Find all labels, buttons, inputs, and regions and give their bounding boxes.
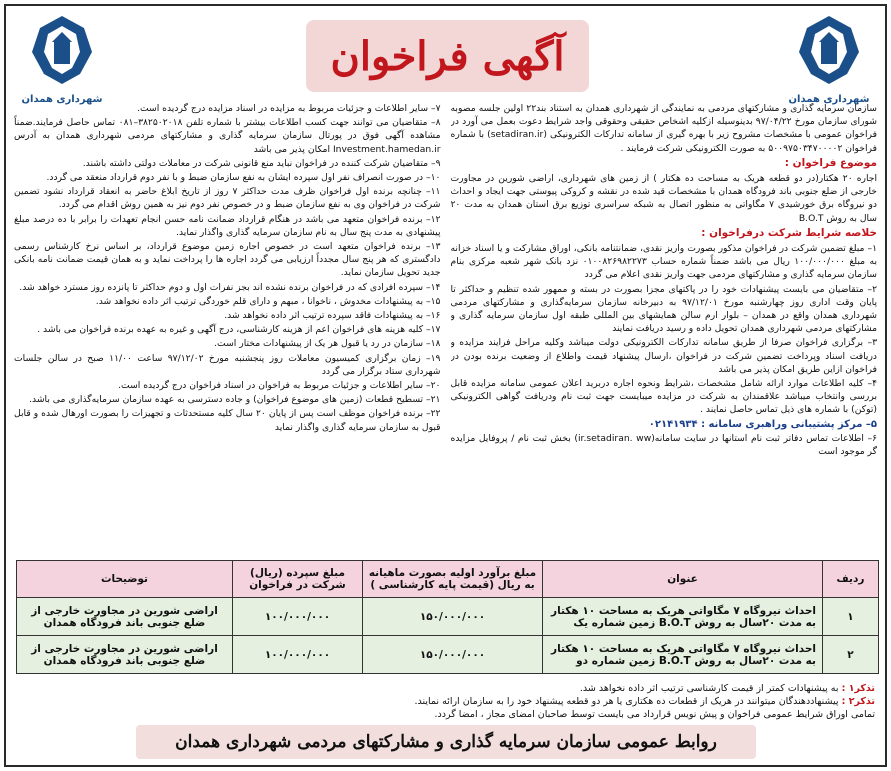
note-label: تذکر۱ : (841, 683, 875, 694)
title-banner (306, 20, 589, 92)
note-2 (16, 695, 875, 708)
condition-item: ۱۵– به پیشنهادات مخدوش ، ناخوانا ، مبهم و دارای قلم خوردگی ترتیب اثر داده نخواهد شد. (95, 295, 441, 307)
condition-item: ۱۲– برنده فراخوان متعهد می باشد در هنگام قرارداد ضمانت نامه حسن انجام تعهدات را برابر با ده درصد مبلغ پیشنهادی به مدت پنج سال به نام سازمان سرمایه گذاری واگذار نماید. (14, 213, 441, 238)
condition-item: ۱۴– سپرده افرادی که در فراخوان برنده نشده اند بجز نفرات اول و دوم حداکثر تا پانزده روز مسترد خواهد شد. (19, 281, 441, 293)
header-description: توضیحات (17, 561, 233, 598)
table-header-row (17, 561, 879, 598)
condition-item: ۲– متقاضیان می بایست پیشنهادات خود را در پاکتهای مجزا بصورت در بسته و ممهور شده تنظیم و حداکثر تا پایان وقت اداری روز چهارشنبه مورخ ۹۷/۱۲/۰۱ به دبیرخانه سازمان سرمایه‌گذاری و مشارکتهای مردمی شهرداری همدان واقع در همدان – بلوار ارم سالن همایشهای بین المللی طبقه اول سازمان سرمایه گذاری و مشارکتهای مردمی شهرداری همدان تحویل داده و رسید دریافت نمایند (450, 283, 877, 335)
header-price: مبلغ برآورد اولیه بصورت ماهیانه به ریال (قیمت پایه کارشناسی ) (363, 561, 543, 598)
header-title: عنوان (543, 561, 823, 598)
cell-title: احداث نیروگاه ۷ مگاواتی هریک به مساحت ۱۰ هکتار به مدت ۲۰سال به روش B.O.T زمین شماره یک (543, 598, 823, 636)
subject-paragraph: اجاره ۲۰ هکتار(در دو قطعه هریک به مساحت ده هکتار ) از زمین های شهرداری، اراضی شورین در مجاورت خارجی از ضلع جنوبی باند فرودگاه همدان با مشخصات قید شده در نقشه و کروکی پیوستی جهت ایجاد و احداث دو نیروگاه برق خورشیدی ۷ مگاواتی به منظور اتصال به شبکه سراسری توزیع برق استان همدان به مدت ۲۰ سال به روش B.O.T (450, 173, 877, 224)
cell-price: ۱۵۰/۰۰۰/۰۰۰ (363, 598, 543, 636)
cell-row-number: ۲ (823, 636, 879, 674)
condition-item: ۱۷– کلیه هزینه های فراخوان اعم از هزینه کارشناسی، درج آگهی و غیره به عهده برنده فراخوان می باشد . (37, 324, 441, 336)
condition-item: ۲۱– تسطیح قطعات (زمین های موضوع فراخوان) و جاده دسترسی به عهده سازمان سرمایه‌گذاری می باشد. (29, 394, 441, 406)
table-row (17, 636, 879, 674)
table-row (17, 598, 879, 636)
condition-item: ۸– متقاضیان می توانند جهت کسب اطلاعات بیشتر با شماره تلفن ۳۸۲۵۰۲۰۱۸–۰۸۱ تماس حاصل فرمایند.ضمناً مشاهده آگهی فوق در پورتال سازمان سرمایه گذاری و مشارکتهای مردمی شهرداری همدان به آدرس Investment.hamedan.ir امکان پذیر می باشد (14, 117, 441, 155)
header-deposit: مبلغ سپرده (ریال) شرکت در فراخوان (233, 561, 363, 598)
cell-title: احداث نیروگاه ۷ مگاواتی هریک به مساحت ۱۰ هکتار به مدت ۲۰سال به روش B.O.T زمین شماره دو (543, 636, 823, 674)
condition-item: ۷– سایر اطلاعات و جزئیات مربوط به مزایده در اسناد مزایده درج گردیده است. (137, 103, 441, 114)
conditions-heading: خلاصه شرایط شرکت درفراخوان : (701, 226, 877, 239)
condition-item: ۱۱– چنانچه برنده اول فراخوان ظرف مدت حداکثر ۷ روز از تاریخ ابلاغ حاضر به انعقاد قرارداد نشود تضمین شرکت در فراخوان وی به نفع سازمان ضبط و در خصوص نفر دوم نیز به همین روش اقدام می گردد. (14, 186, 441, 211)
header (6, 6, 885, 116)
cell-description: اراضی شورین در مجاورت خارجی از ضلع جنوبی باند فرودگاه همدان (17, 598, 233, 636)
note-label: تذکر۲ : (841, 696, 875, 707)
condition-item: ۱۰– در صورت انصراف نفر اول سپرده ایشان به نفع سازمان ضبط و با نفر دوم قرارداد منعقد می گردد. (46, 172, 441, 184)
condition-item: ۴– کلیه اطلاعات موارد ارائه شامل مشخصات ،شرایط ونحوه اجاره دربرید اعلان عمومی سامانه مزایده قابل بررسی وانتخاب میباشد علاقمندان به شرکت در مزایده میبایست جهت ثبت نام ودریافت گواهی الکترونیکی (توکن) با شماره های ذیل تماس حاصل نمایند . (450, 378, 877, 416)
logo-right (779, 12, 879, 112)
tender-table (16, 560, 879, 674)
note-3: تمامی اوراق شرایط عمومی فراخوان و پیش نویس قرارداد می بایست توسط صاحبان امضای مجاز ، امضا گردد. (434, 709, 875, 720)
condition-item: ۲۲– برنده فراخوان موظف است پس از پایان ۲۰ سال کلیه مستحدثات و تجهیزات را بصورت اورهال شده و قابل قبول به سازمان سرمایه گذاری واگذار نماید (14, 408, 441, 433)
condition-item: ۱۹– زمان برگزاری کمیسیون معاملات روز پنجشنبه مورخ ۹۷/۱۲/۰۲ ساعت ۱۱/۰۰ صبح در سالن جلسات شهرداری ستاد برگزار می گردد (14, 352, 441, 377)
condition-item: ۱۳– برنده فراخوان متعهد است در خصوص اجاره زمین موضوع قرارداد، بر اساس نرخ کارشناس رسمی دادگستری که هر پنج سال مجدداً ارزیابی می گردد اجاره ها را پرداخت نماید و به همان قیمت ضمانت نامه بانکی جدید تحویل سازمان نماید. (14, 241, 441, 279)
cell-row-number: ۱ (823, 598, 879, 636)
condition-item: ۱– مبلغ تضمین شرکت در فراخوان مذکور بصورت واریز نقدی، ضمانتنامه بانکی، اوراق مشارکت و یا اسناد خزانه به مبلغ ۱۰۰/۰۰۰/۰۰۰ ریال می باشد ضمناً شماره حساب ۰۱۰۰۸۲۶۹۸۲۲۷۳ نزد بانک شهر شعبه مرکزی بنام سازمان سرمایه گذاری و مشارکتهای مردمی جهت واریز نقدی اعلام می گردد (450, 243, 877, 281)
logo-caption: شهرداری همدان (788, 94, 870, 105)
cell-price: ۱۵۰/۰۰۰/۰۰۰ (363, 636, 543, 674)
condition-item: ۹– متقاضیان شرکت کننده در فراخوان نباید منع قانونی شرکت در معاملات دولتی داشته باشند. (82, 157, 441, 169)
municipality-logo-icon (22, 12, 102, 88)
left-column (14, 102, 441, 552)
body-columns (14, 102, 877, 552)
cell-deposit: ۱۰۰/۰۰۰/۰۰۰ (233, 636, 363, 674)
condition-item: ۲۰– سایر اطلاعات و جزئیات مربوط به فراخوان در اسناد فراخوان درج گردیده است. (118, 380, 441, 392)
notes (16, 682, 875, 721)
logo-caption: شهرداری همدان (21, 94, 103, 105)
condition-item: ۶– اطلاعات تماس دفاتر ثبت نام استانها در سایت سامانه(ir.setadiran. ww) بخش ثبت نام / پروفایل مزایده گر موجود است (450, 432, 877, 458)
header-row-number: ردیف (823, 561, 879, 598)
cell-description: اراضی شورین در مجاورت خارجی از ضلع جنوبی باند فرودگاه همدان (17, 636, 233, 674)
municipality-logo-icon (789, 12, 869, 88)
condition-item: ۱۸– سازمان در رد یا قبول هر یک از پیشنهادات مختار است. (214, 338, 441, 350)
right-column (451, 102, 878, 552)
footer-banner (136, 725, 756, 759)
intro-paragraph: سازمان سرمایه گذاری و مشارکتهای مردمی به نمایندگی از شهرداری همدان به استناد بند۲۲ اولین جلسه مصوبه شورای سازمان مورخ ۹۷/۰۴/۲۲ بدینوسیله ازکلیه اشخاص حقیقی وحقوقی واجد شرایط دعوت بعمل می آورد در فراخوان عمومی با مشخصات مشروح زیر با بهره گیری از سامانه تدارکات الکترونیکی (setadiran.ir) با شماره فراخوان ۵۰۰۹۷۵۰۳۴۷۰۰۰۰۲ به صورت الکترونیکی شرکت فرمایند . (450, 103, 877, 154)
condition-item: ۱۶– به پیشنهادات فاقد سپرده ترتیب اثر داده نخواهد شد. (224, 310, 441, 322)
note-text: پیشنهاددهندگان میتوانند در هریک از قطعات ده هکتاری یا هر دو قطعه پیشنهاد خود را به سازمان ارائه نمایند. (414, 696, 839, 707)
subject-heading: موضوع فراخوان : (784, 156, 877, 169)
logo-left (12, 12, 112, 112)
condition-item: ۳– برگزاری فراخوان صرفا از طریق سامانه تدارکات الکترونیکی دولت میباشد وکلیه مراحل فرایند مزایده و دریافت اسناد وپرداخت تضمین شرکت در فراخوان ،ارسال پیشنهاد قیمت واطلاع از وضعیت برنده بودن در فراخوان ازاین طریق امکان پذیر می باشد (450, 337, 877, 375)
page-title: آگهی فراخوان (330, 32, 565, 80)
note-1 (16, 682, 875, 695)
cell-deposit: ۱۰۰/۰۰۰/۰۰۰ (233, 598, 363, 636)
note-text: به پیشنهادات کمتر از قیمت کارشناسی ترتیب اثر داده نخواهد شد. (579, 683, 839, 694)
footer-text: روابط عمومی سازمان سرمایه گذاری و مشارکتهای مردمی شهرداری همدان (175, 732, 717, 752)
support-center: ۵– مرکز پشتیبانی وراهبری سامانه : ۰۲۱۴۱۹۳۴ (648, 418, 877, 430)
notice-page (4, 4, 887, 767)
